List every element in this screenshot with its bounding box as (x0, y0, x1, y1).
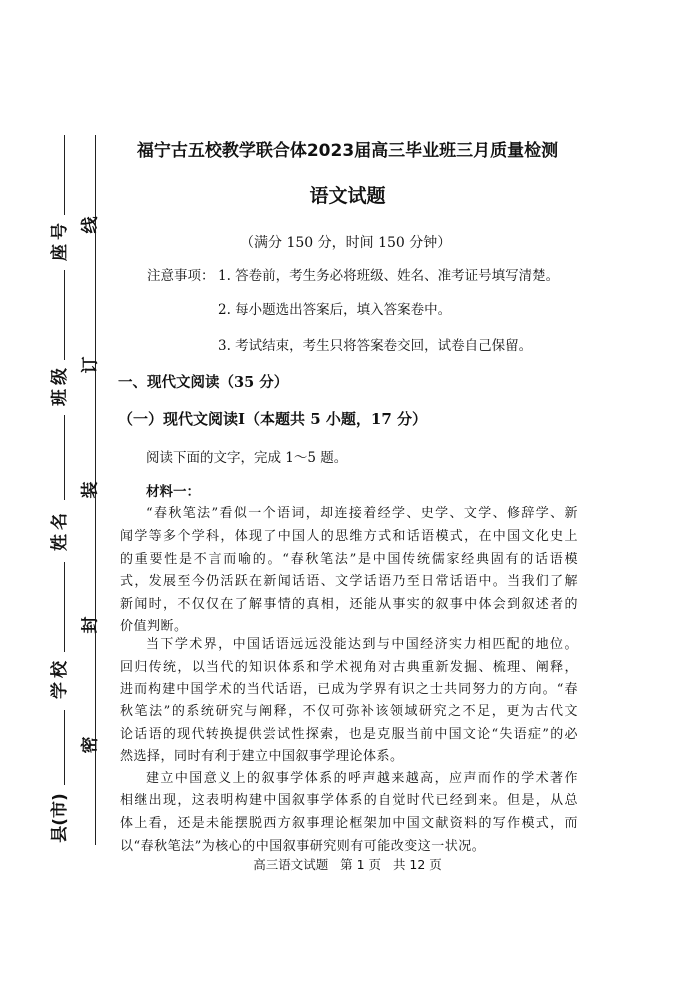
text-line: 价值判断。 (120, 619, 188, 634)
field-underline (64, 710, 65, 785)
note-item: 3. 考试结束，考生只将答案卷交回，试卷自己保留。 (218, 338, 533, 354)
page-footer: 高三语文试题 第 1 页 共 12 页 (253, 857, 442, 872)
text-line: 回归传统，以当代的知识体系和学术视角对古典重新发掘、梳理、阐释， (120, 660, 578, 675)
text-line: 的重要性是不言而喻的。“春秋笔法”是中国传统儒家经典固有的话语模 (120, 552, 578, 567)
field-underline (64, 270, 65, 360)
exam-meta: （满分 150 分，时间 150 分钟） (240, 235, 452, 251)
text-line: 然选择，同时有利于建立中国叙事学理论体系。 (120, 749, 404, 764)
field-name: 姓名 (50, 509, 70, 551)
exam-title: 福宁古五校教学联合体2023届高三毕业班三月质量检测 (136, 141, 559, 161)
instruction: 阅读下面的文字，完成 1～5 题。 (146, 450, 348, 466)
seal-char: 封 (80, 616, 101, 634)
subject-title: 语文试题 (309, 185, 386, 207)
text-line: 体上看，还是未能摆脱西方叙事理论框架加中国文献资料的写作模式，而 (120, 816, 578, 831)
text-line: “春秋笔法”看似一个语词，却连接着经学、史学、文学、修辞学、新 (146, 506, 578, 521)
text-line: 新闻时，不仅仅在了解事情的真相，还能从事实的叙事中体会到叙述者的 (120, 597, 578, 612)
note-item: 1. 答卷前，考生务必将班级、姓名、准考证号填写清楚。 (218, 268, 560, 284)
field-underline (64, 562, 65, 652)
field-class: 班级 (50, 364, 70, 406)
text-line: 以“春秋笔法”为核心的中国叙事研究则有可能改变这一状况。 (120, 839, 486, 854)
seal-char: 密 (80, 736, 101, 754)
notes-label: 注意事项： (147, 268, 215, 284)
text-line: 秋笔法”的系统研究与阐释，不仅可弥补该领域研究之不足，更为古代文 (120, 704, 578, 719)
note-item: 2. 每小题选出答案后，填入答案卷中。 (218, 302, 452, 318)
seal-char: 订 (80, 356, 101, 374)
text-line: 进而构建中国学术的当代话语，已成为学界有识之士共同努力的方向。“春 (120, 682, 578, 697)
text-line: 论话语的现代转换提供尝试性探索，也是克服当前中国文论“失语症”的必 (120, 727, 578, 742)
subsection-heading: （一）现代文阅读Ⅰ（本题共 5 小题，17 分） (118, 410, 427, 428)
text-line: 当下学术界，中国话语远远没能达到与中国经济实力相匹配的地位。 (146, 637, 578, 652)
section-heading: 一、现代文阅读（35 分） (118, 374, 289, 391)
field-seat-number: 座号 (50, 219, 70, 261)
seal-char: 线 (80, 216, 101, 234)
material-label: 材料一： (146, 484, 200, 500)
field-county: 县(市) (50, 793, 70, 843)
text-line: 建立中国意义上的叙事学体系的呼声越来越高，应声而作的学术著作 (146, 771, 578, 786)
text-line: 闻学等多个学科，体现了中国人的思维方式和话语模式，在中国文化史上 (120, 529, 578, 544)
seal-char: 装 (80, 481, 101, 499)
field-school: 学校 (50, 657, 70, 699)
text-line: 式，发展至今仍活跃在新闻话语、文学话语乃至日常话语中。当我们了解 (120, 574, 578, 589)
text-line: 相继出现，这表明构建中国叙事学体系的自觉时代已经到来。但是，从总 (120, 793, 578, 808)
field-underline (64, 415, 65, 500)
